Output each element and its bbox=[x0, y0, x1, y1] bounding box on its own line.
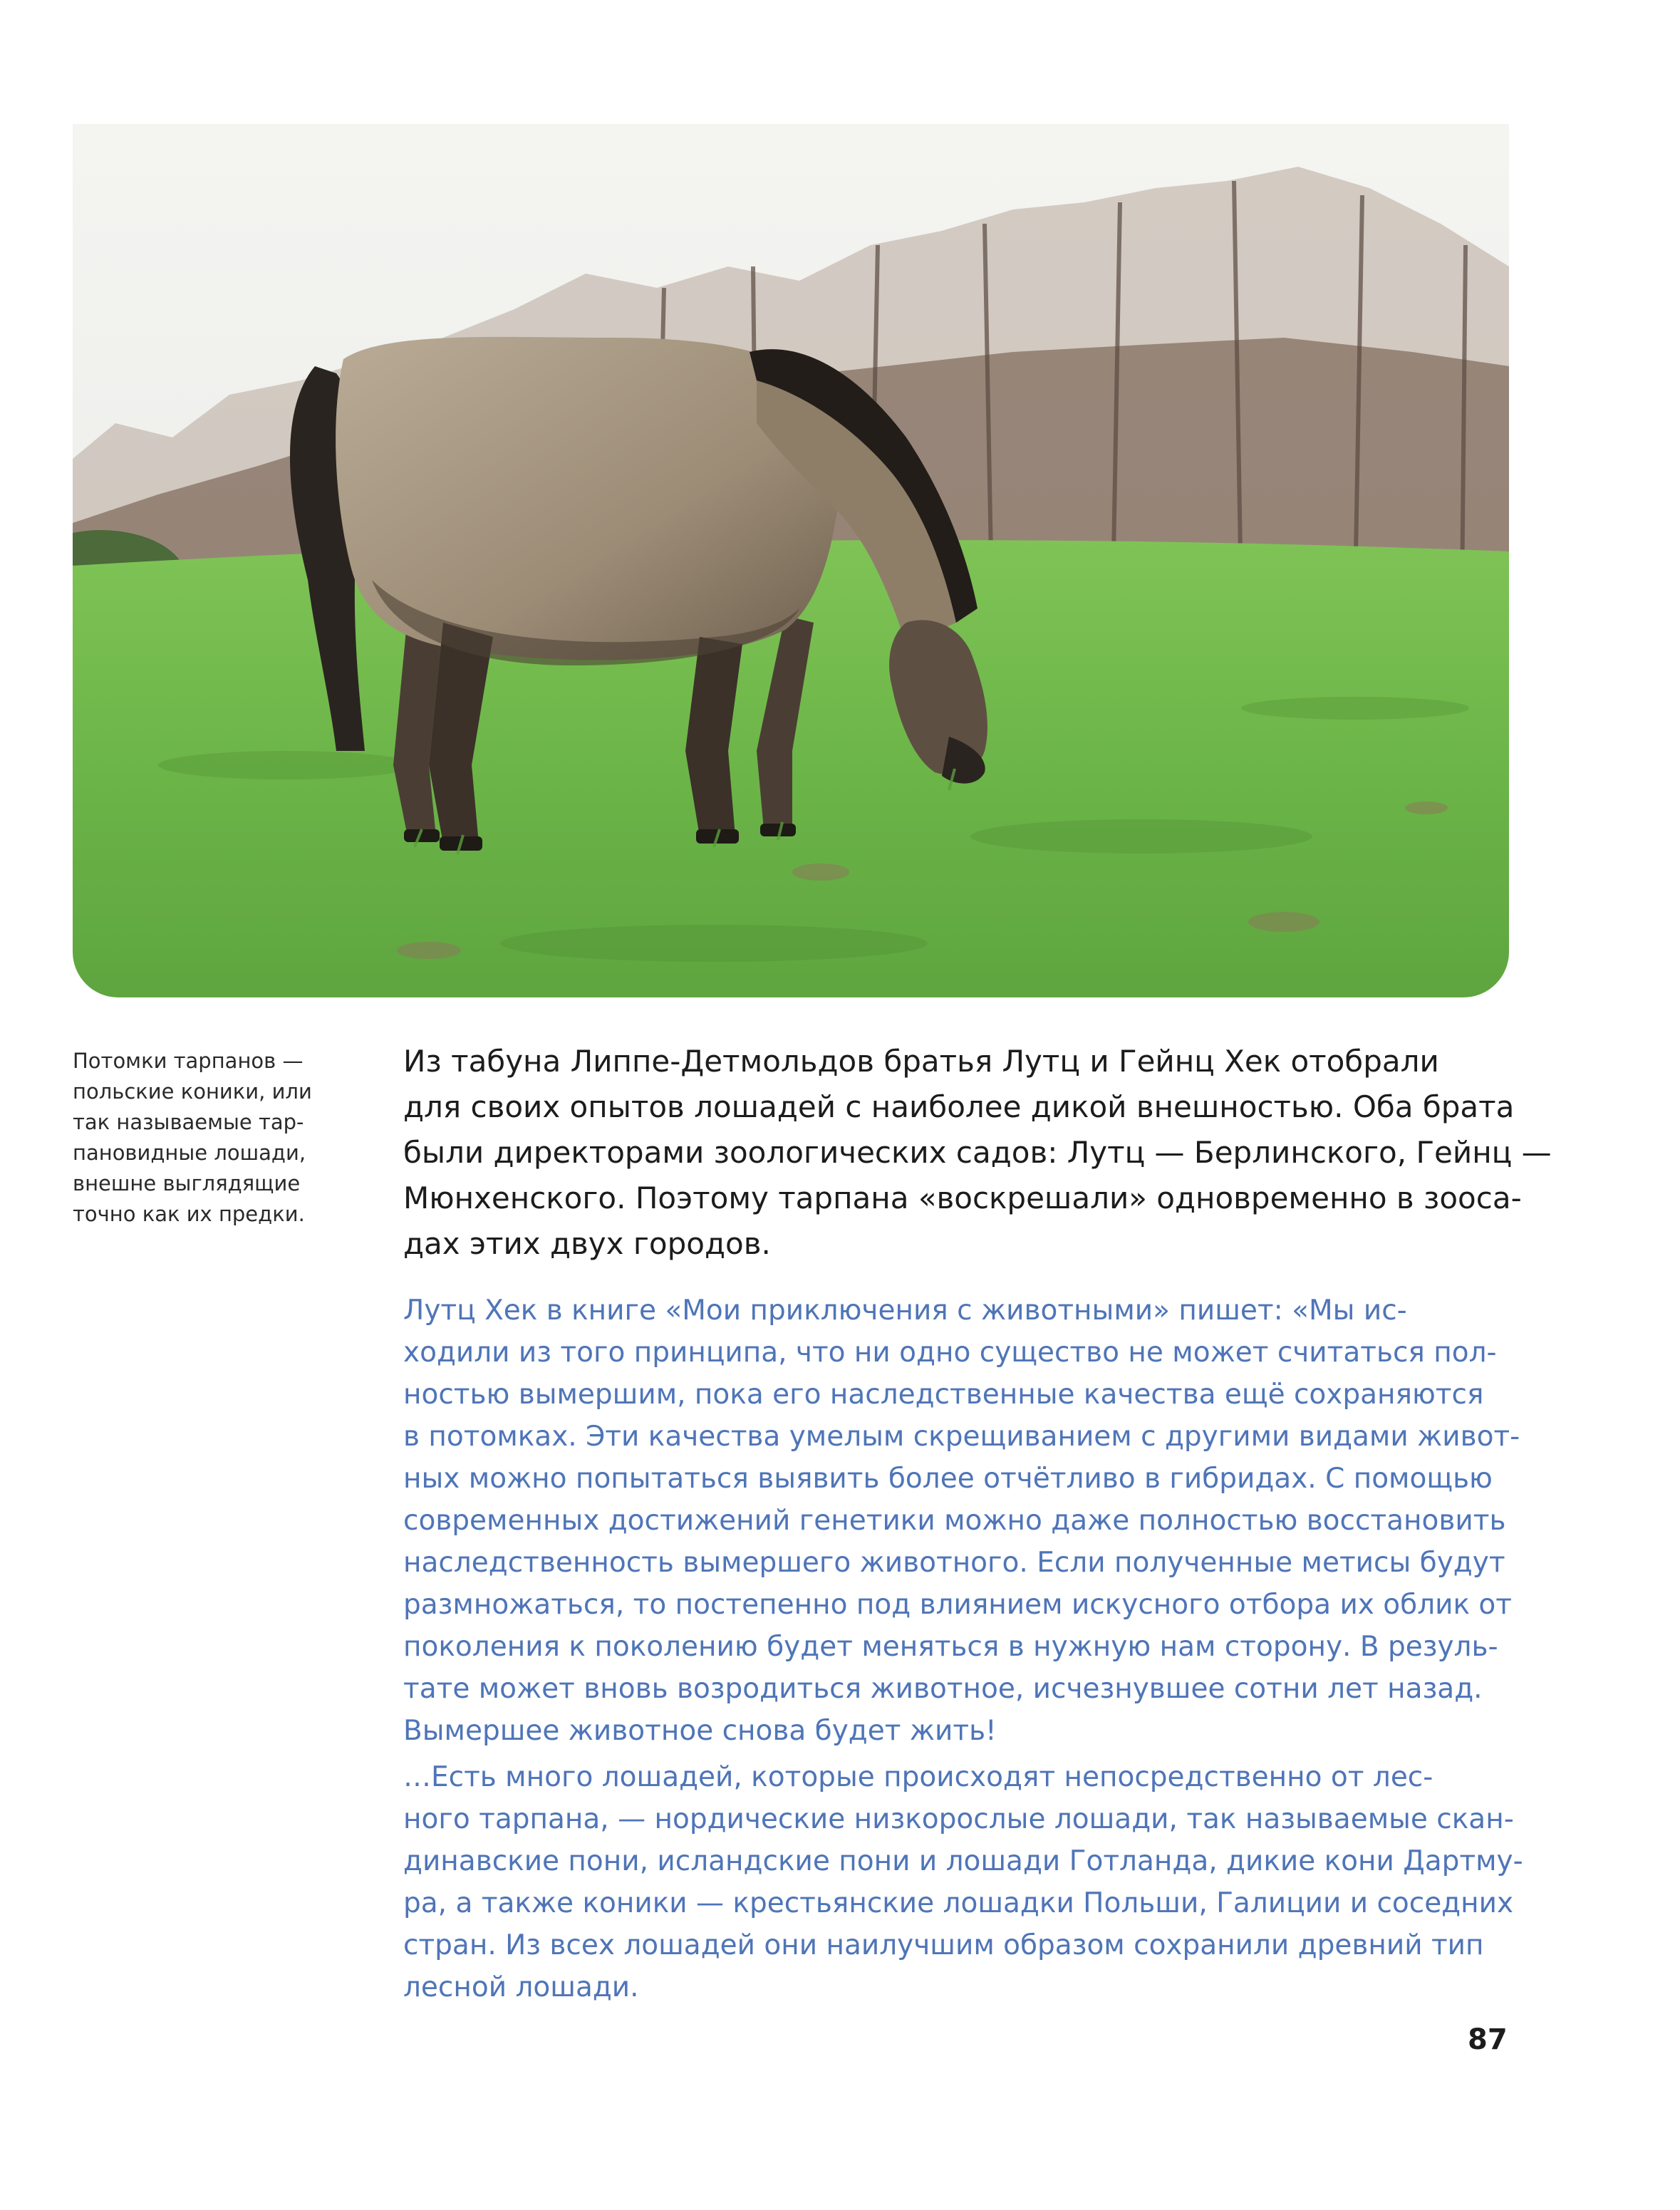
quote-line: размножаться, то постепенно под влиянием искусного отбора их облик от bbox=[403, 1589, 1513, 1621]
quote-line: в потомках. Эти качества умелым скрещиванием с другими видами живот- bbox=[403, 1421, 1520, 1453]
quote-line: ра, а также коники — крестьянские лошадки Польши, Галиции и соседних bbox=[403, 1887, 1514, 1919]
quote-paragraph-1 bbox=[403, 1290, 1522, 1752]
quote-line: ного тарпана, — нордические низкорослые лошади, так называемые скан- bbox=[403, 1803, 1514, 1835]
intro-line: для своих опытов лошадей с наиболее дикой внешностью. Оба брата bbox=[403, 1089, 1515, 1124]
horse-photo-icon bbox=[73, 124, 1509, 997]
intro-line: дах этих двух городов. bbox=[403, 1226, 771, 1261]
intro-paragraph bbox=[403, 1039, 1552, 1267]
caption-line: так называемые тар- bbox=[73, 1110, 304, 1134]
quote-line: ностью вымершим, пока его наследственные качества ещё сохраняются bbox=[403, 1379, 1484, 1411]
photo-caption bbox=[73, 1046, 343, 1230]
intro-line: Мюнхенского. Поэтому тарпана «воскрешали» одновременно в зооса- bbox=[403, 1181, 1522, 1215]
quote-line: современных достижений генетики можно даже полностью восстановить bbox=[403, 1505, 1506, 1537]
quote-line: поколения к поколению будет меняться в нужную нам сторону. В резуль- bbox=[403, 1631, 1498, 1663]
quote-line: динавские пони, исландские пони и лошади Готланда, дикие кони Дартму- bbox=[403, 1845, 1523, 1877]
page-number: 87 bbox=[1468, 2023, 1508, 2056]
quote-line: ных можно попытаться выявить более отчётливо в гибридах. С помощью bbox=[403, 1463, 1493, 1495]
intro-line: Из табуна Липпе-Детмольдов братья Лутц и Гейнц Хек отобрали bbox=[403, 1044, 1439, 1079]
quote-line: тате может вновь возродиться животное, исчезнувшее сотни лет назад. bbox=[403, 1673, 1483, 1705]
quote-line: Лутц Хек в книге «Мои приключения с животными» пишет: «Мы ис- bbox=[403, 1295, 1407, 1327]
caption-line: внешне выглядящие bbox=[73, 1171, 301, 1195]
quote-line: наследственность вымершего животного. Если полученные метисы будут bbox=[403, 1547, 1505, 1579]
quote-line: …Есть много лошадей, которые происходят непосредственно от лес- bbox=[403, 1761, 1433, 1793]
quote-line: ходили из того принципа, что ни одно существо не может считаться пол- bbox=[403, 1337, 1497, 1369]
quote-block bbox=[403, 1290, 1522, 2008]
intro-line: были директорами зоологических садов: Лутц — Берлинского, Гейнц — bbox=[403, 1135, 1552, 1170]
caption-line: Потомки тарпанов — bbox=[73, 1049, 304, 1073]
quote-line: Вымершее животное снова будет жить! bbox=[403, 1715, 997, 1747]
caption-line: польские коники, или bbox=[73, 1079, 312, 1104]
quote-line: стран. Из всех лошадей они наилучшим образом сохранили древний тип bbox=[403, 1929, 1484, 1961]
caption-line: пановидные лошади, bbox=[73, 1141, 306, 1165]
quote-line: лесной лошади. bbox=[403, 1971, 639, 2003]
horse-grazing-photo bbox=[73, 124, 1509, 997]
quote-paragraph-2 bbox=[403, 1756, 1522, 2008]
caption-line: точно как их предки. bbox=[73, 1202, 305, 1226]
